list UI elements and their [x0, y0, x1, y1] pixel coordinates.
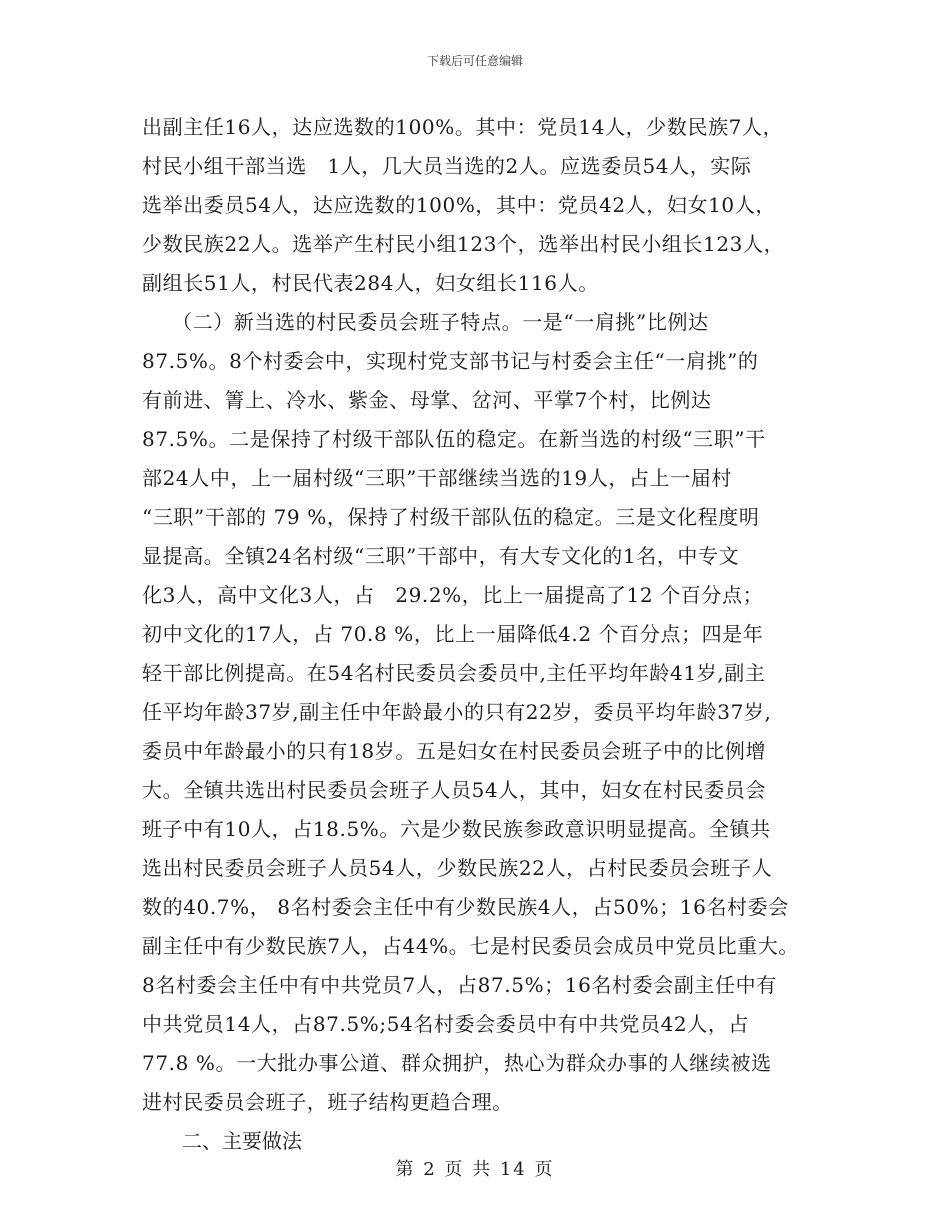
body-line: 8名村委会主任中有中共党员7人，占87.5%；16名村委会副主任中有: [142, 973, 777, 997]
body-line: 中共党员14人，占87.5%;54名村委会委员中有中共党员42人，占: [142, 1012, 750, 1036]
body-line: 87.5%。8个村委会中，实现村党支部书记与村委会主任“一肩挑”的: [142, 349, 759, 373]
body-line: 有前进、箐上、冷水、紫金、母掌、岔河、平掌7个村，比例达: [142, 388, 712, 412]
body-line: 初中文化的17人，占 70.8 %，比上一届降低4.2 个百分点；四是年: [142, 622, 764, 646]
body-line: “三职”干部的 79 %，保持了村级干部队伍的稳定。三是文化程度明: [142, 505, 760, 529]
body-line: 进村民委员会班子，班子结构更趋合理。: [142, 1090, 513, 1114]
body-line: 显提高。全镇24名村级“三职”干部中，有大专文化的1名，中专文: [142, 544, 740, 568]
body-line: 轻干部比例提高。在54名村民委员会委员中,主任平均年龄41岁,副主: [142, 661, 766, 685]
body-line: 少数民族22人。选举产生村民小组123个，选举出村民小组长123人，: [142, 232, 785, 256]
page-number-footer: 第 2 页 共 14 页: [395, 1159, 555, 1180]
body-line: 出副主任16人，达应选数的100%。其中：党员14人，少数民族7人，: [142, 115, 784, 139]
body-line: 任平均年龄37岁,副主任中年龄最小的只有22岁，委员平均年龄37岁,: [142, 700, 772, 724]
section-heading: 二、主要做法: [182, 1129, 302, 1153]
document-body: [142, 108, 832, 1161]
body-line: 副主任中有少数民族7人，占44%。七是村民委员会成员中党员比重大。: [142, 934, 799, 958]
body-line: 副组长51人，村民代表284人，妇女组长116人。: [142, 271, 599, 295]
body-line: 选举出委员54人，达应选数的100%，其中：党员42人，妇女10人，: [142, 193, 776, 217]
body-line: 选出村民委员会班子人员54人，少数民族22人，占村民委员会班子人: [142, 856, 773, 880]
body-line: 班子中有10人，占18.5%。六是少数民族参政意识明显提高。全镇共: [142, 817, 771, 841]
paragraph-start-line: （二）新当选的村民委员会班子特点。一是“一肩挑”比例达: [172, 310, 709, 334]
page-header: 下载后可任意编辑: [426, 54, 523, 68]
body-line: 数的40.7%， 8名村委会主任中有少数民族4人，占50%；16名村委会: [142, 895, 789, 919]
body-line: 化3人，高中文化3人，占 29.2%，比上一届提高了12 个百分点；: [142, 583, 764, 607]
body-line: 部24人中，上一届村级“三职”干部继续当选的19人，占上一届村: [142, 466, 732, 490]
body-line: 77.8 %。一大批办事公道、群众拥护，热心为群众办事的人继续被选: [142, 1051, 772, 1075]
body-line: 87.5%。二是保持了村级干部队伍的稳定。在新当选的村级“三职”干: [142, 427, 766, 451]
body-line: 村民小组干部当选 1人，几大员当选的2人。应选委员54人，实际: [142, 154, 752, 178]
body-line: 委员中年龄最小的只有18岁。五是妇女在村民委员会班子中的比例增: [142, 739, 767, 763]
body-line: 大。全镇共选出村民委员会班子人员54人，其中，妇女在村民委员会: [142, 778, 767, 802]
